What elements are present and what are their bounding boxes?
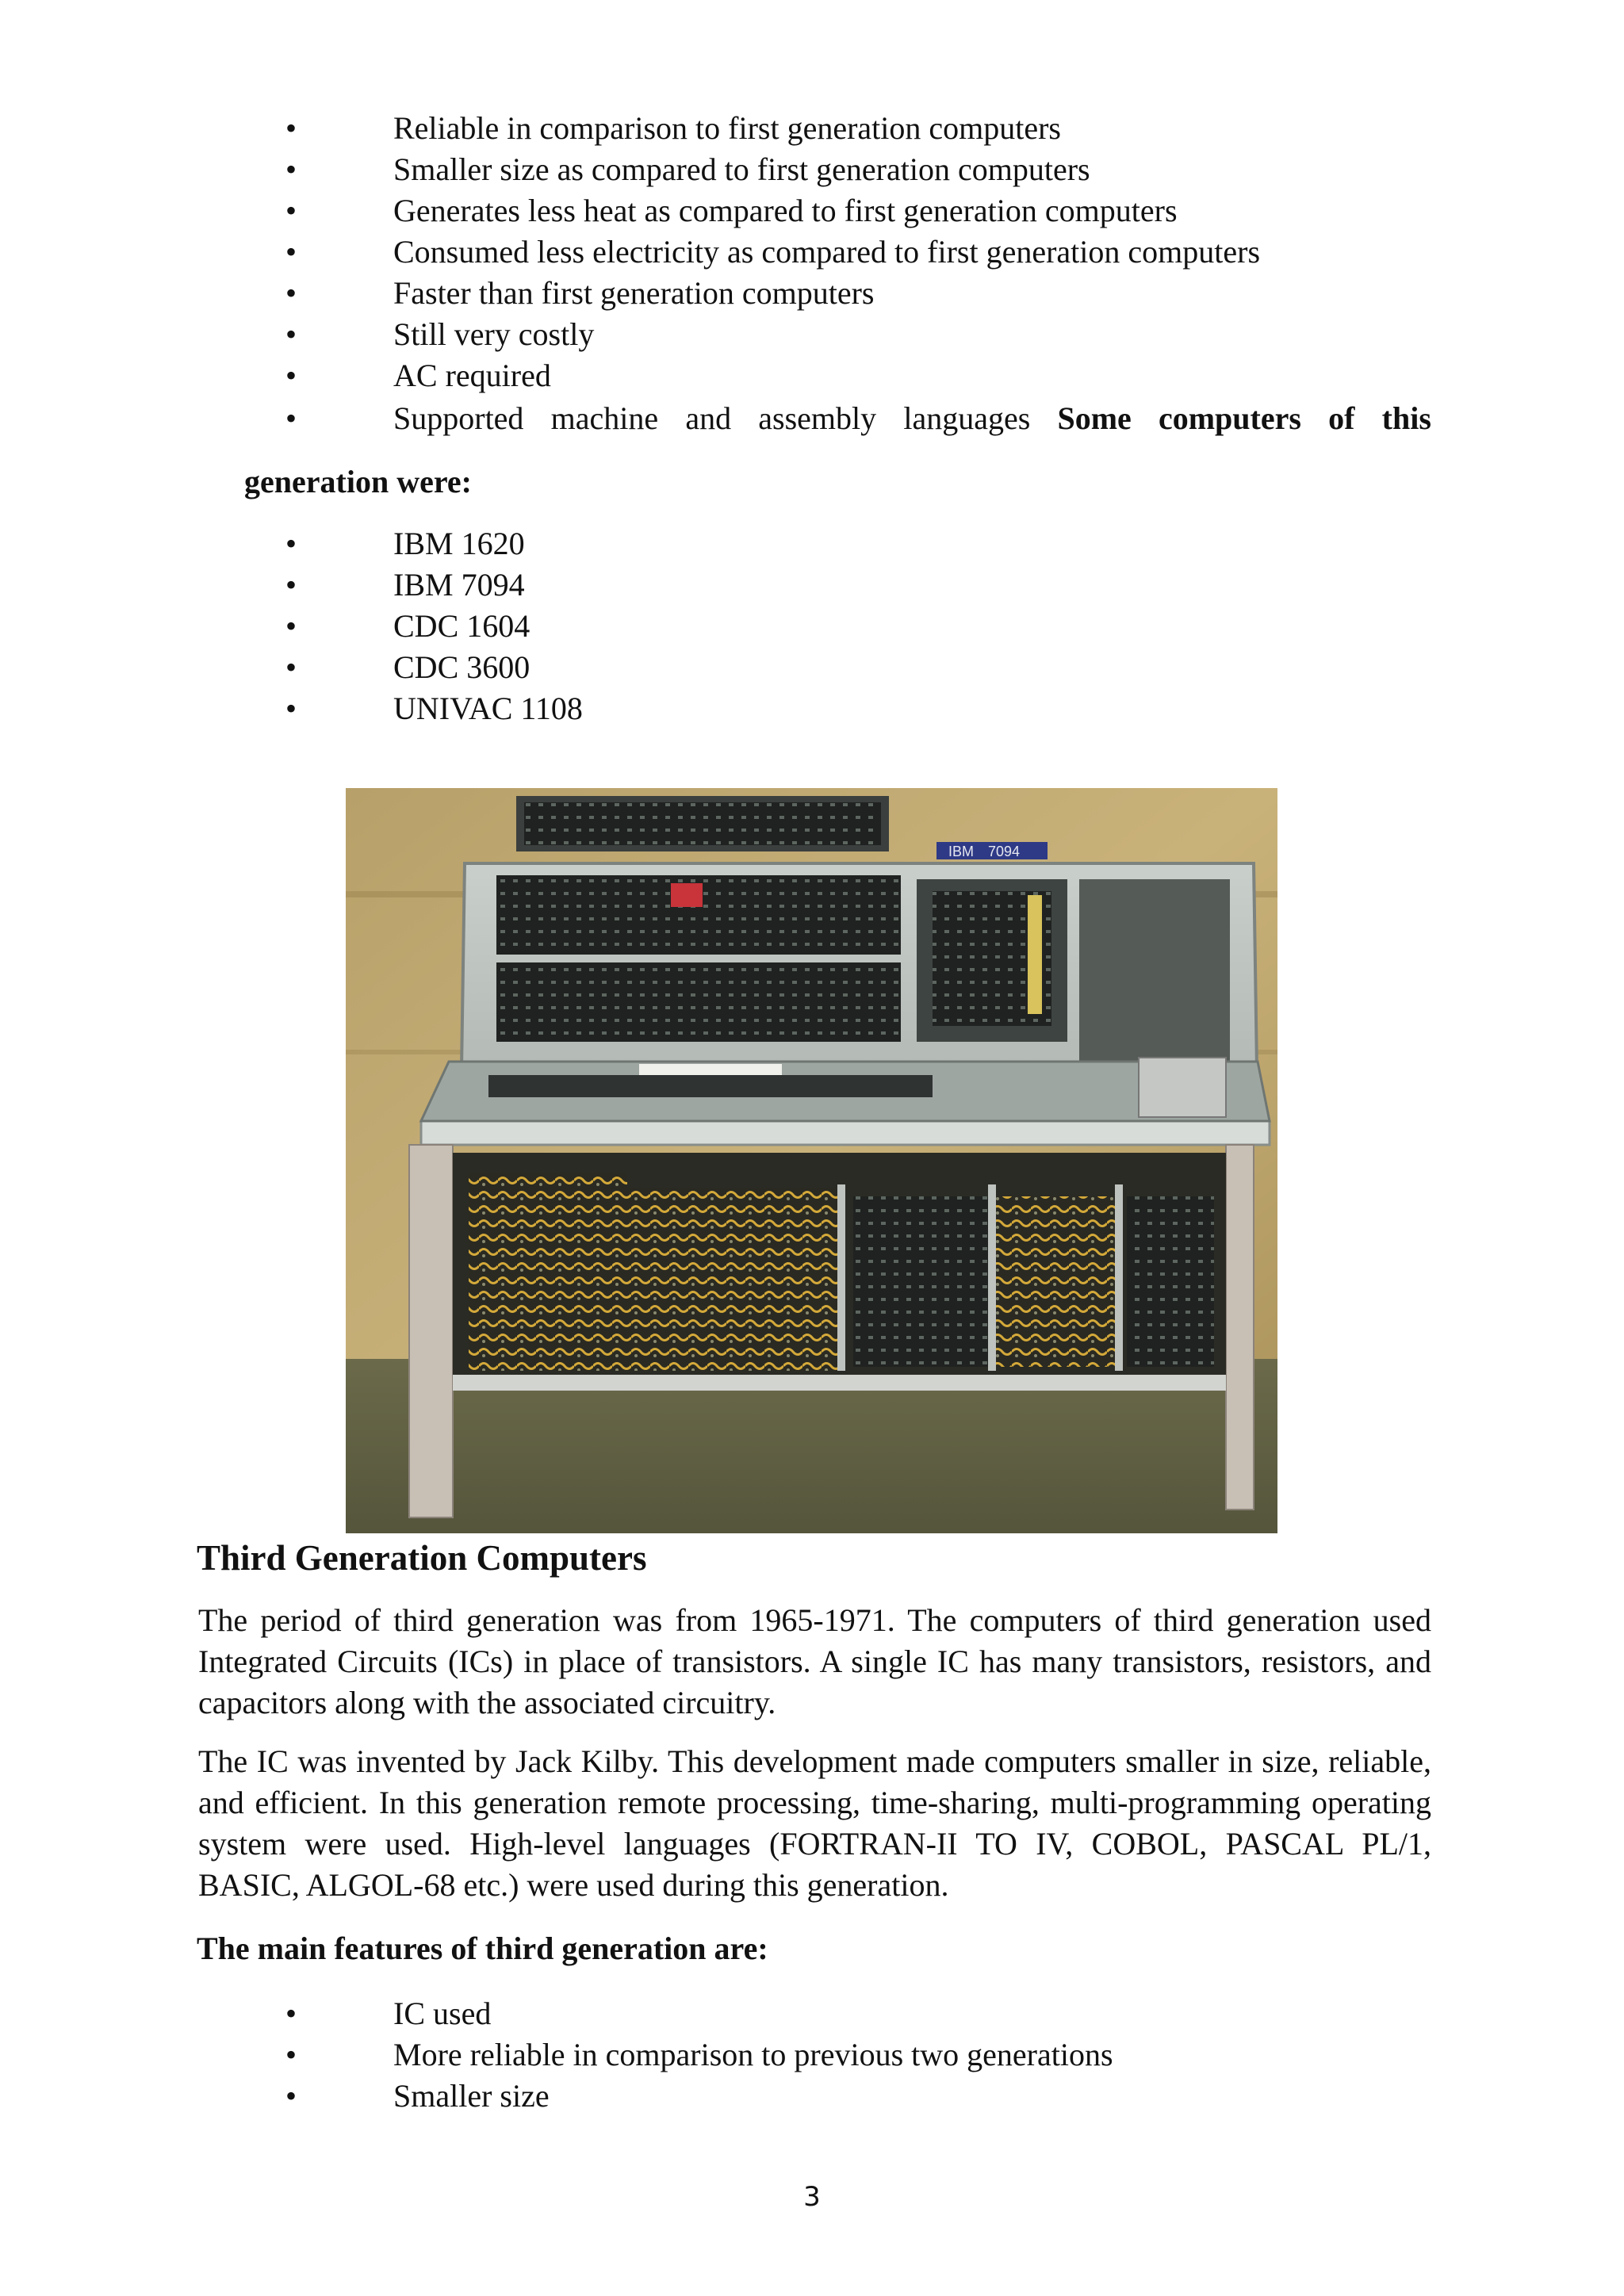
word: assembly [758,400,877,436]
generation-label: generation were: [244,464,472,499]
list-item: • CDC 3600 [285,647,1431,688]
bullet-icon: • [285,2037,297,2072]
bullet-icon: • [285,2078,297,2114]
list-item: • IBM 1620 [285,523,1431,564]
bullet-icon: • [285,1996,297,2031]
word: machine [550,400,659,436]
list-item: • Smaller size [285,2076,1431,2117]
bullet-icon: • [285,608,297,644]
bullet-icon: • [285,193,297,228]
bold-word: this [1381,400,1431,436]
bold-word: computers [1158,400,1301,436]
bullet-icon: • [285,649,297,685]
bullet-icon: • [285,151,297,187]
list-item: • Consumed less electricity as compared to first generation computers [285,232,1431,273]
list-item: • Reliable in comparison to first generation computers [285,108,1431,149]
list-item: • AC required [285,355,1431,396]
paragraph: The IC was invented by Jack Kilby. This development made computers smaller in size, reliable, and efficient. In this generation remote processing, time-sharing, multi-programming operating system were used. High-level languages (FORTRAN-II TO IV, COBOL, PASCAL PL/1, BASIC, ALGOL-68 etc.) were used during this generation. [198,1743,1431,1903]
bullet-icon: • [285,358,297,393]
supported-languages-line [393,398,1431,439]
bullet-icon: • [285,691,297,726]
list-item: • UNIVAC 1108 [285,688,1431,729]
features-list [285,1993,1431,2117]
advantages-list [285,108,1431,396]
bullet-icon: • [285,234,297,270]
bold-word: of [1328,400,1355,436]
panel-brand-text: IBM [948,844,975,859]
section-title: Third Generation Computers [197,1538,647,1578]
list-item: • CDC 1604 [285,606,1431,647]
list-item: • More reliable in comparison to previous two generations [285,2034,1431,2076]
list-item: • IBM 7094 [285,564,1431,606]
list-item: • Smaller size as compared to first generation computers [285,149,1431,190]
list-item: • IC used [285,1993,1431,2034]
features-label: The main features of third generation are: [197,1931,768,1966]
word: languages [903,400,1031,436]
bullet-icon: • [285,526,297,561]
bullet-icon: • [285,316,297,352]
bullet-icon: • [285,400,297,436]
paragraph: The period of third generation was from 1965-1971. The computers of third generation used Integrated Circuits (ICs) in place of transistors. A single IC has many transistors, resistors, and capacitors along with the associated circuitry. [198,1602,1431,1720]
bold-word: Some [1057,400,1132,436]
word: Supported [393,400,524,436]
list-item: • Still very costly [285,314,1431,355]
list-item: • Generates less heat as compared to first generation computers [285,190,1431,232]
page-number: 3 [803,2181,821,2213]
computers-list [285,523,1431,729]
list-item: • Faster than first generation computers [285,273,1431,314]
ibm-7094-photo [346,788,1277,1533]
word: and [685,400,732,436]
bullet-icon: • [285,567,297,603]
bullet-icon: • [285,275,297,311]
bullet-icon: • [285,110,297,146]
panel-model-text: 7094 [988,844,1021,859]
